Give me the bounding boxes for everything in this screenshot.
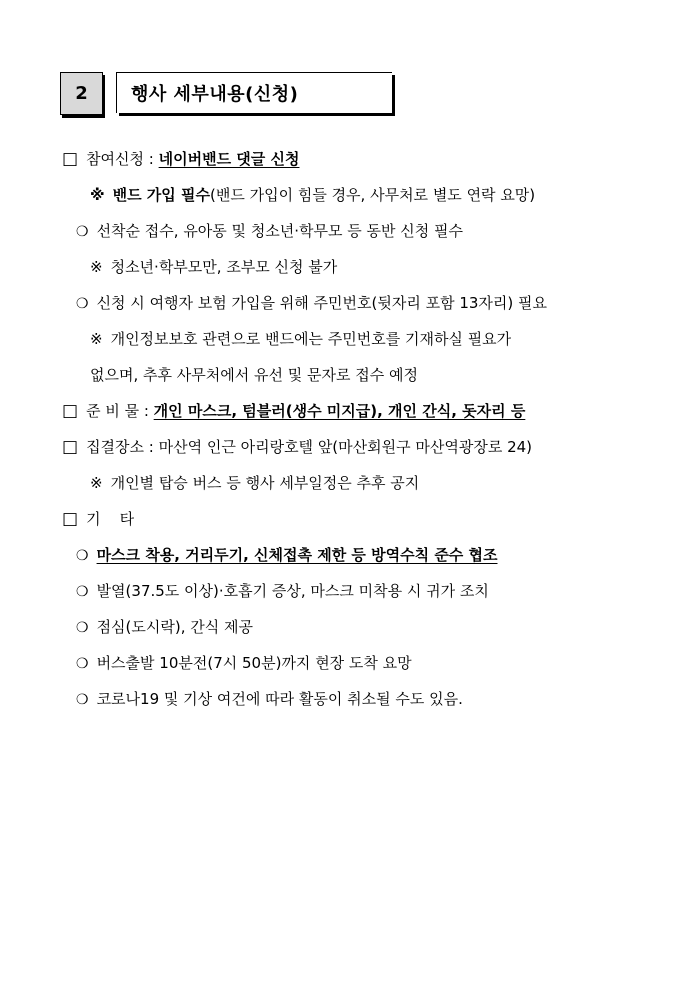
line-privacy-cont — [90, 364, 418, 386]
supplies-value: 개인 마스크, 텀블러(생수 미지급), 개인 간식, 돗자리 등 — [153, 402, 526, 420]
line-etc — [62, 508, 134, 530]
line-bus-departure — [76, 652, 412, 675]
line-cancellation — [76, 688, 463, 711]
circle-bullet: ❍ — [76, 224, 89, 240]
etc-text: 기 타 — [86, 510, 135, 528]
line-quarantine — [76, 544, 498, 567]
participation-value: 네이버밴드 댓글 신청 — [158, 150, 300, 168]
line-meeting-place — [62, 436, 532, 458]
circle-bullet: ❍ — [76, 296, 89, 312]
privacy-cont-text: 없으며, 추후 사무처에서 유선 및 문자로 접수 예정 — [90, 366, 418, 384]
line-band-required — [90, 184, 535, 206]
meeting-place-text: 집결장소 : 마산역 인근 아리랑호텔 앞(마산회원구 마산역광장로 24) — [86, 438, 533, 456]
guardian-only-text: 청소년·학부모만, 조부모 신청 불가 — [110, 258, 338, 276]
insurance-text: 신청 시 여행자 보험 가입을 위해 주민번호(뒷자리 포함 13자리) 필요 — [96, 294, 548, 312]
circle-bullet: ❍ — [76, 692, 89, 708]
line-insurance — [76, 292, 547, 315]
line-lunch — [76, 616, 253, 639]
square-bullet: □ — [62, 509, 79, 529]
square-bullet: □ — [62, 149, 79, 169]
quarantine-text: 마스크 착용, 거리두기, 신체접촉 제한 등 방역수칙 준수 협조 — [96, 546, 498, 564]
lunch-text: 점심(도시락), 간식 제공 — [96, 618, 253, 636]
line-first-come — [76, 220, 463, 243]
band-required-bold: 밴드 가입 필수 — [112, 186, 210, 204]
privacy-text: 개인정보보호 관련으로 밴드에는 주민번호를 기재하실 필요가 — [110, 330, 512, 348]
line-participation — [62, 148, 299, 170]
circle-bullet: ❍ — [76, 584, 89, 600]
fever-text: 발열(37.5도 이상)·호흡기 증상, 마스크 미착용 시 귀가 조치 — [96, 582, 489, 600]
section-title: 행사 세부내용(신청) — [116, 72, 392, 113]
circle-bullet: ❍ — [76, 548, 89, 564]
line-guardian-only — [90, 256, 337, 278]
cancellation-text: 코로나19 및 기상 여건에 따라 활동이 취소될 수도 있음. — [96, 690, 463, 708]
section-header — [60, 72, 340, 118]
line-supplies — [62, 400, 525, 422]
circle-bullet: ❍ — [76, 656, 89, 672]
note-mark: ※ — [90, 330, 103, 348]
circle-bullet: ❍ — [76, 620, 89, 636]
note-mark: ※ — [90, 474, 103, 492]
section-number: 2 — [60, 72, 103, 115]
first-come-text: 선착순 접수, 유아동 및 청소년·학무모 등 동반 신청 필수 — [96, 222, 464, 240]
note-mark: ※ — [90, 186, 105, 204]
square-bullet: □ — [62, 401, 79, 421]
bus-notice-text: 개인별 탑승 버스 등 행사 세부일정은 추후 공지 — [110, 474, 420, 492]
line-privacy — [90, 328, 511, 350]
note-mark: ※ — [90, 258, 103, 276]
square-bullet: □ — [62, 437, 79, 457]
supplies-label: 준 비 물 : — [86, 402, 154, 420]
line-fever — [76, 580, 489, 603]
bus-departure-text: 버스출발 10분전(7시 50분)까지 현장 도착 요망 — [96, 654, 412, 672]
line-bus-notice — [90, 472, 419, 494]
participation-label: 참여신청 : — [86, 150, 159, 168]
band-required-rest: (밴드 가입이 힘들 경우, 사무처로 별도 연락 요망) — [209, 186, 536, 204]
